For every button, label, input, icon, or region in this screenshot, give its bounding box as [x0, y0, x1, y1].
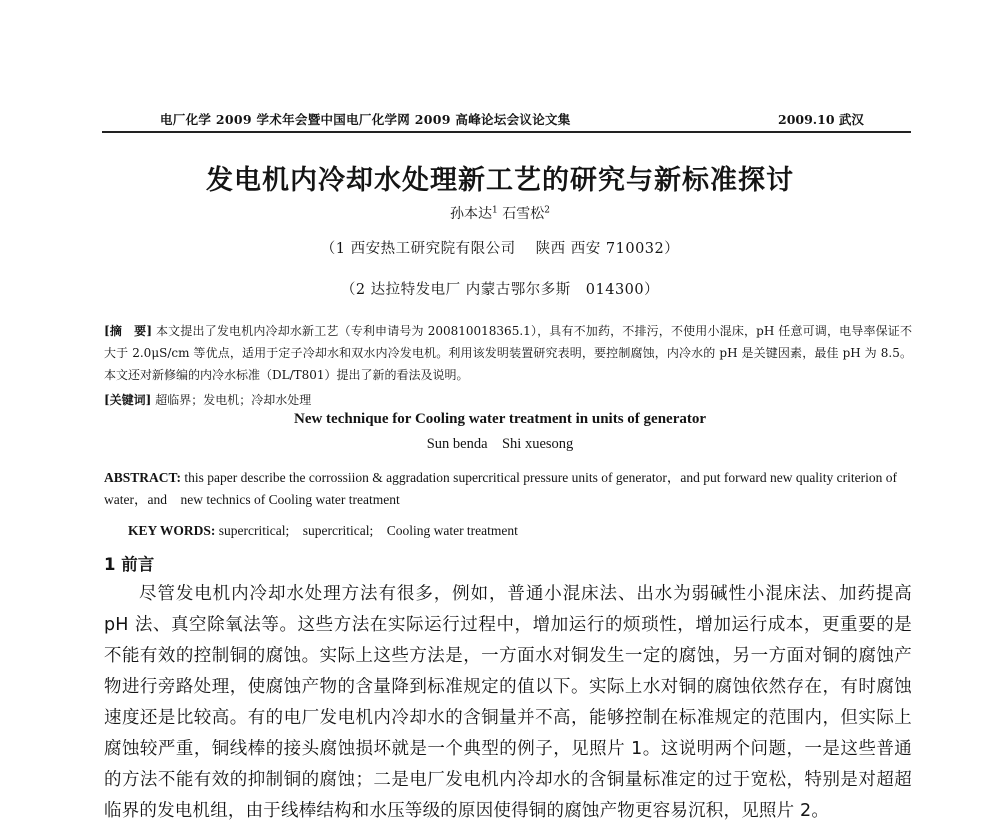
author-1-affil-mark: 1 — [492, 205, 498, 216]
abstract-english-text: this paper describe the corrossiion & aggradation supercritical pressure units of generator，and put forward new quality criterion of water，and new technics of Cooling water treatment — [104, 470, 898, 507]
affiliation-2: （2 达拉特发电厂 内蒙古鄂尔多斯 014300） — [340, 282, 660, 298]
header-divider — [102, 131, 911, 133]
affiliation-1: （1 西安热工研究院有限公司 陕西 西安 710032） — [320, 241, 680, 257]
authors — [0, 203, 1000, 223]
abstract-english — [104, 467, 912, 511]
keywords-english-label: KEY WORDS: — [128, 523, 216, 538]
keywords-english — [128, 519, 518, 539]
author-1: 孙本达 — [450, 206, 493, 222]
abstract-chinese — [104, 320, 912, 386]
header-proceedings-title: 电厂化学 2009 学术年会暨中国电厂化学网 2009 高峰论坛会议论文集 — [160, 112, 571, 127]
keywords-chinese — [104, 391, 311, 408]
keywords-chinese-label: [关键词] — [104, 393, 152, 407]
abstract-chinese-label: [摘 要] — [104, 324, 153, 338]
author-2-affil-mark: 2 — [544, 205, 550, 216]
authors-english: Sun benda Shi xuesong — [426, 436, 574, 452]
header-date-location: 2009.10 武汉 — [778, 112, 864, 127]
paper-title-english: New technique for Cooling water treatment in units of generator — [293, 411, 707, 427]
paper-title: 发电机内冷却水处理新工艺的研究与新标准探讨 — [206, 165, 794, 196]
section-heading-introduction: 1 前言 — [104, 555, 155, 574]
introduction-paragraph: 尽管发电机内冷却水处理方法有很多，例如，普通小混床法、出水为弱碱性小混床法、加药提高 pH 法、真空除氧法等。这些方法在实际运行过程中，增加运行的烦琐性，增加运行成本，更重要的是不能有效的控制铜的腐蚀。实际上这些方法是，一方面水对铜发生一定的腐蚀，另一方面对铜的腐蚀产物进行旁路处理，使腐蚀产物的含量降到标准规定的值以下。实际上水对铜的腐蚀依然存在，有时腐蚀速度还是比较高。有的电厂发电机内冷却水的含铜量并不高，能够控制在标准规定的范围内，但实际上腐蚀较严重，铜线棒的接头腐蚀损坏就是一个典型的例子，见照片 1。这说明两个问题，一是这些普通的方法不能有效的抑制铜的腐蚀；二是电厂发电机内冷却水的含铜量标准定的过于宽松，特别是对超超临界的发电机组，由于线棒结构和水压等级的原因使得铜的腐蚀产物更容易沉积，见照片 2。 — [104, 584, 912, 821]
abstract-chinese-text: 本文提出了发电机内冷却水新工艺（专利申请号为 200810018365.1），具有不加药，不排污，不使用小混床，pH 任意可调，电导率保证不大于 2.0μS/cm 等优点，适用于定子冷却水和双水内冷发电机。利用该发明装置研究表明，要控制腐蚀，内冷水的 pH 是关键因素，最佳 pH 为 8.5。本文还对新修编的内冷水标准（DL/T801）提出了新的看法及说明。 — [104, 324, 912, 382]
abstract-english-label: ABSTRACT: — [104, 470, 182, 485]
author-2: 石雪松 — [502, 206, 545, 222]
keywords-english-text: supercritical; supercritical; Cooling water treatment — [218, 523, 518, 538]
keywords-chinese-text: 超临界；发电机；冷却水处理 — [155, 393, 312, 407]
